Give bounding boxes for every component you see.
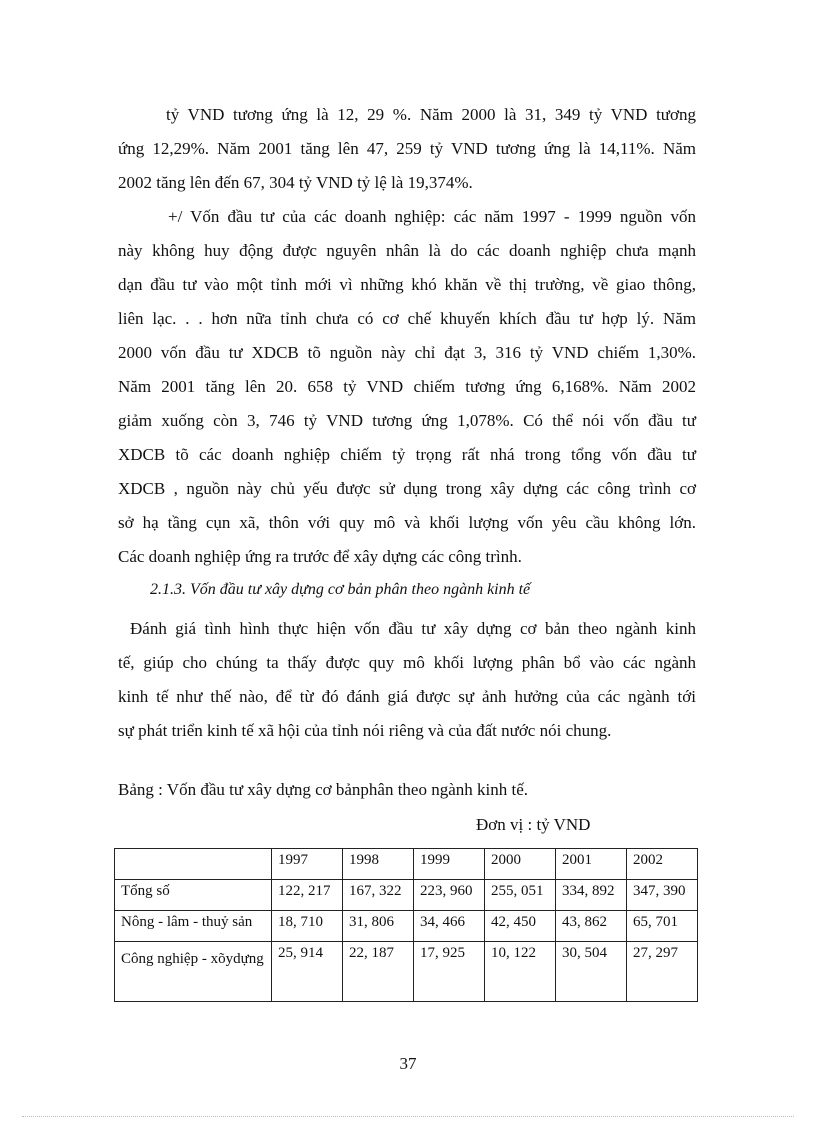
- text-line: tế, giúp cho chúng ta thấy được quy mô khối lượng phân bổ vào các ngành: [118, 653, 696, 672]
- table-cell: 17, 925: [414, 942, 485, 1002]
- page-number: 37: [399, 1054, 417, 1073]
- text-line: này không huy động được nguyên nhân là do các doanh nghiệp chưa mạnh: [118, 241, 696, 260]
- table-cell: 34, 466: [414, 911, 485, 942]
- table-cell: 27, 297: [627, 942, 698, 1002]
- header-cell: 1998: [343, 849, 414, 880]
- table-cell: 42, 450: [485, 911, 556, 942]
- section-heading: 2.1.3. Vốn đầu tư xây dựng cơ bản phân theo ngành kinh tế: [150, 581, 531, 598]
- text-line: liên lạc. . . hơn nữa tỉnh chưa có cơ chế khuyến khích đầu tư hợp lý. Năm: [118, 309, 696, 328]
- text-line: dạn đầu tư vào một tỉnh mới vì những khó khăn về thị trường, về giao thông,: [118, 275, 696, 294]
- investment-table: [114, 848, 698, 1002]
- table-cell: 334, 892: [556, 880, 627, 911]
- header-cell: 2000: [485, 849, 556, 880]
- header-cell: 2002: [627, 849, 698, 880]
- table-cell: 30, 504: [556, 942, 627, 1002]
- table-cell: 167, 322: [343, 880, 414, 911]
- text-line: sự phát triển kinh tế xã hội của tỉnh nói riêng và của đất nước nói chung.: [118, 721, 612, 740]
- paragraph-investment-budget: [118, 98, 696, 200]
- text-line: Đánh giá tình hình thực hiện vốn đầu tư xây dựng cơ bản theo ngành kinh: [130, 619, 696, 638]
- table-caption: Bảng : Vốn đầu tư xây dựng cơ bảnphân theo ngành kinh tế.: [118, 780, 529, 799]
- table-cell: 43, 862: [556, 911, 627, 942]
- table-row: [115, 911, 698, 942]
- text-line: Các doanh nghiệp ứng ra trước để xây dựng các công trình.: [118, 547, 522, 566]
- text-line: ứng 12,29%. Năm 2001 tăng lên 47, 259 tỷ VND tương ứng là 14,11%. Năm: [118, 139, 696, 158]
- table-cell: 31, 806: [343, 911, 414, 942]
- row-label: Tổng số: [115, 880, 272, 911]
- table-row: [115, 942, 698, 1002]
- table-header-row: [115, 849, 698, 880]
- table-cell: 18, 710: [272, 911, 343, 942]
- text-line: sở hạ tầng cụn xã, thôn với quy mô và khối lượng vốn yêu cầu không lớn.: [118, 513, 696, 532]
- table-cell: 65, 701: [627, 911, 698, 942]
- table-row: [115, 880, 698, 911]
- header-cell: 1997: [272, 849, 343, 880]
- text-line: giảm xuống còn 3, 746 tỷ VND tương ứng 1,078%. Có thể nói vốn đầu tư: [118, 411, 696, 430]
- table-cell: 223, 960: [414, 880, 485, 911]
- row-label: Nông - lâm - thuỷ sản: [115, 911, 272, 942]
- table-cell: 122, 217: [272, 880, 343, 911]
- paragraph-sector-evaluation: [118, 612, 696, 748]
- text-line: 2002 tăng lên đến 67, 304 tỷ VND tỷ lệ là 19,374%.: [118, 173, 473, 192]
- header-cell: 2001: [556, 849, 627, 880]
- header-cell: [115, 849, 272, 880]
- page-divider: [22, 1116, 794, 1117]
- paragraph-enterprise-capital: [118, 200, 696, 574]
- table-cell: 25, 914: [272, 942, 343, 1002]
- text-line: kinh tế như thế nào, để từ đó đánh giá được sự ảnh hưởng của các ngành tới: [118, 687, 696, 706]
- text-line: +/ Vốn đầu tư của các doanh nghiệp: các năm 1997 - 1999 nguồn vốn: [168, 207, 696, 226]
- text-line: tỷ VND tương ứng là 12, 29 %. Năm 2000 là 31, 349 tỷ VND tương: [166, 105, 696, 124]
- text-line: XDCB , nguồn này chủ yếu được sử dụng trong xây dựng các công trình cơ: [118, 479, 696, 498]
- text-line: 2000 vốn đầu tư XDCB tõ nguồn này chỉ đạt 3, 316 tỷ VND chiếm 1,30%.: [118, 343, 696, 362]
- table-cell: 255, 051: [485, 880, 556, 911]
- table-unit: Đơn vị : tỷ VND: [476, 815, 591, 834]
- header-cell: 1999: [414, 849, 485, 880]
- text-line: Năm 2001 tăng lên 20. 658 tỷ VND chiếm tương ứng 6,168%. Năm 2002: [118, 377, 696, 396]
- table-cell: 10, 122: [485, 942, 556, 1002]
- table-cell: 347, 390: [627, 880, 698, 911]
- row-label: Công nghiệp - xõydựng: [115, 942, 272, 1002]
- text-line: XDCB tõ các doanh nghiệp chiếm tỷ trọng rất nhá trong tổng vốn đầu tư: [118, 445, 696, 464]
- table-cell: 22, 187: [343, 942, 414, 1002]
